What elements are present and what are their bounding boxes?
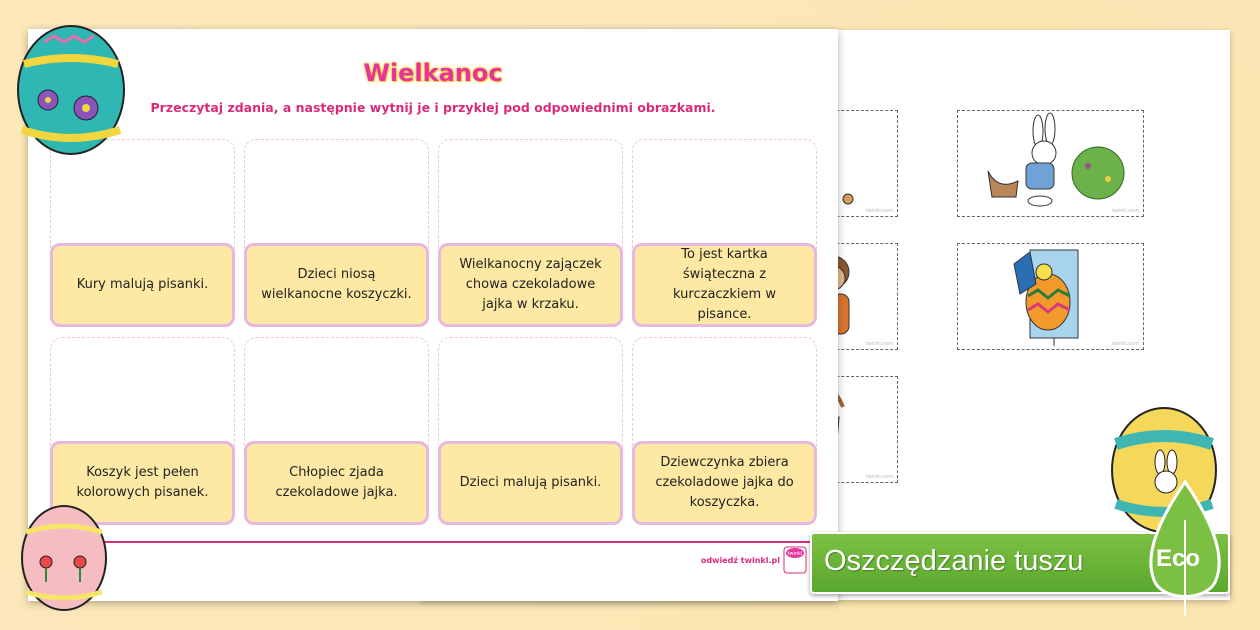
card-caption: Dzieci niosą wielkanocne koszyczki. bbox=[244, 243, 429, 327]
watermark: twinkl.com bbox=[865, 341, 893, 347]
watermark: twinkl.com bbox=[1111, 208, 1139, 214]
card bbox=[632, 337, 817, 525]
watermark: twinkl.com bbox=[865, 474, 893, 480]
card-caption: Chłopiec zjada czekoladowe jajka. bbox=[244, 441, 429, 525]
watermark: twinkl.com bbox=[865, 208, 893, 214]
watermark: twinkl.com bbox=[1111, 341, 1139, 347]
card-caption: Dziewczynka zbiera czekoladowe jajka do koszyczka. bbox=[632, 441, 817, 525]
card bbox=[50, 139, 235, 327]
card bbox=[632, 139, 817, 327]
card-caption: Wielkanocny zajączek chowa czekoladowe jajka w krzaku. bbox=[438, 243, 623, 327]
footer-link: odwiedź twinkl.pl bbox=[700, 556, 780, 565]
card bbox=[438, 139, 623, 327]
picture-cutout bbox=[957, 243, 1144, 350]
badge-label: twinkl bbox=[787, 551, 803, 557]
footer-divider bbox=[50, 541, 816, 543]
picture-cutout bbox=[957, 110, 1144, 217]
instruction-text: Przeczytaj zdania, a następnie wytnij je i przyklej pod odpowiednimi obrazkami. bbox=[150, 100, 716, 115]
card bbox=[438, 337, 623, 525]
card-caption: Kury malują pisanki. bbox=[50, 243, 235, 327]
twinkl-badge-icon bbox=[780, 545, 810, 575]
card bbox=[50, 337, 235, 525]
page-title: Wielkanoc bbox=[363, 59, 503, 87]
card-caption: Dzieci malują pisanki. bbox=[438, 441, 623, 525]
card-caption: To jest kartka świąteczna z kurczaczkiem w pisance. bbox=[632, 243, 817, 327]
eco-banner-label: Oszczędzanie tuszu bbox=[824, 545, 1084, 577]
decorated-egg-icon bbox=[18, 500, 110, 612]
decorated-egg-icon bbox=[14, 22, 128, 158]
card bbox=[244, 337, 429, 525]
worksheet bbox=[28, 29, 838, 601]
eco-leaf-label: Eco bbox=[1156, 545, 1201, 572]
easter-card-picture bbox=[958, 244, 1143, 349]
card-caption: Koszyk jest pełen kolorowych pisanek. bbox=[50, 441, 235, 525]
card bbox=[244, 139, 429, 327]
bunny-hiding-eggs-picture bbox=[958, 111, 1143, 216]
